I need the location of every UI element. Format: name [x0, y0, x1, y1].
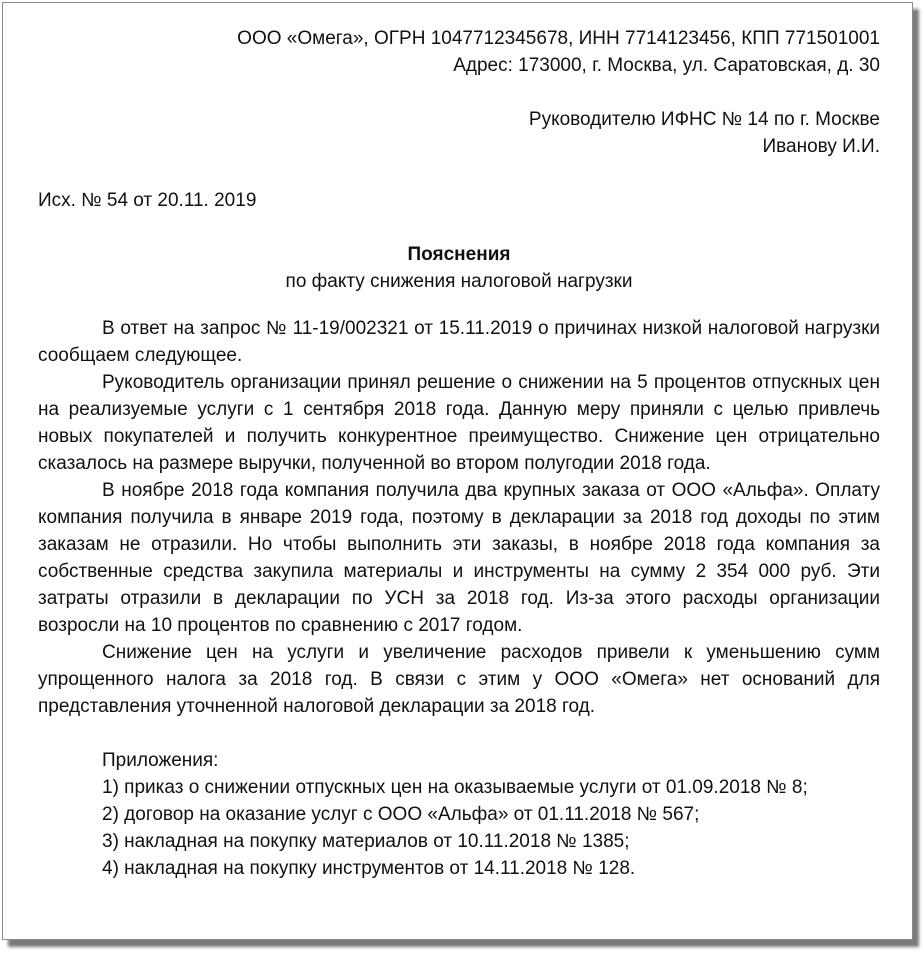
body-paragraph-4: Снижение цен на услуги и увеличение расходов привели к уменьшению сумм упрощенного налога за 2018 год. В связи с этим у ООО «Омега» нет оснований для представления уточненной налоговой декларации за 2018 год.: [38, 642, 880, 717]
sender-org-line: ООО «Омега», ОГРН 1047712345678, ИНН 7714123456, КПП 771501001: [237, 28, 880, 49]
body-paragraph-3: В ноябре 2018 года компания получила два крупных заказа от ООО «Альфа». Оплату компания получила в январе 2019 года, поэтому в декларации за 2018 год доходы по этим заказам не отразили. Но чтобы выполнить эти заказы, в ноябре 2018 года компания за собственные средства закупила материалы и инструменты на сумму 2 354 000 руб. Эти затраты отразили в декларации по УСН за 2018 год. Из-за этого расходы организации возросли на 10 процентов по сравнению с 2017 годом.: [38, 480, 880, 636]
sender-block: [38, 25, 880, 79]
recipient-block: [38, 106, 880, 160]
attachment-item-1: 1) приказ о снижении отпускных цен на оказываемые услуги от 01.09.2018 № 8;: [102, 777, 808, 798]
document-content: [38, 25, 880, 882]
attachment-item-2: 2) договор на оказание услуг с ООО «Альфа» от 01.11.2018 № 567;: [102, 804, 700, 825]
recipient-line-1: Руководителю ИФНС № 14 по г. Москве: [528, 109, 880, 130]
body-paragraph-2: Руководитель организации принял решение о снижении на 5 процентов отпускных цен на реализуемые услуги с 1 сентября 2018 года. Данную меру приняли с целью привлечь новых покупателей и получить конкурентное преимущество. Снижение цен отрицательно сказалось на размере выручки, полученной во втором полугодии 2018 года.: [38, 372, 880, 474]
recipient-line-2: Иванову И.И.: [762, 136, 880, 157]
attachment-item-3: 3) накладная на покупку материалов от 10.11.2018 № 1385;: [102, 831, 630, 852]
sender-address-line: Адрес: 173000, г. Москва, ул. Саратовская, д. 30: [453, 55, 880, 76]
body-text: [38, 315, 880, 720]
attachment-item-4: 4) накладная на покупку инструментов от 14.11.2018 № 128.: [102, 858, 636, 879]
attachments-block: [38, 747, 880, 882]
document-page: [2, 2, 913, 940]
attachments-title: Приложения:: [102, 750, 219, 771]
document-title: Пояснения: [407, 244, 511, 265]
document-subtitle: по факту снижения налоговой нагрузки: [285, 271, 633, 292]
outgoing-reference: Исх. № 54 от 20.11. 2019: [38, 190, 257, 211]
body-paragraph-1: В ответ на запрос № 11-19/002321 от 15.11.2019 о причинах низкой налоговой нагрузки сообщаем следующее.: [38, 318, 880, 366]
document-title-block: [38, 241, 880, 295]
